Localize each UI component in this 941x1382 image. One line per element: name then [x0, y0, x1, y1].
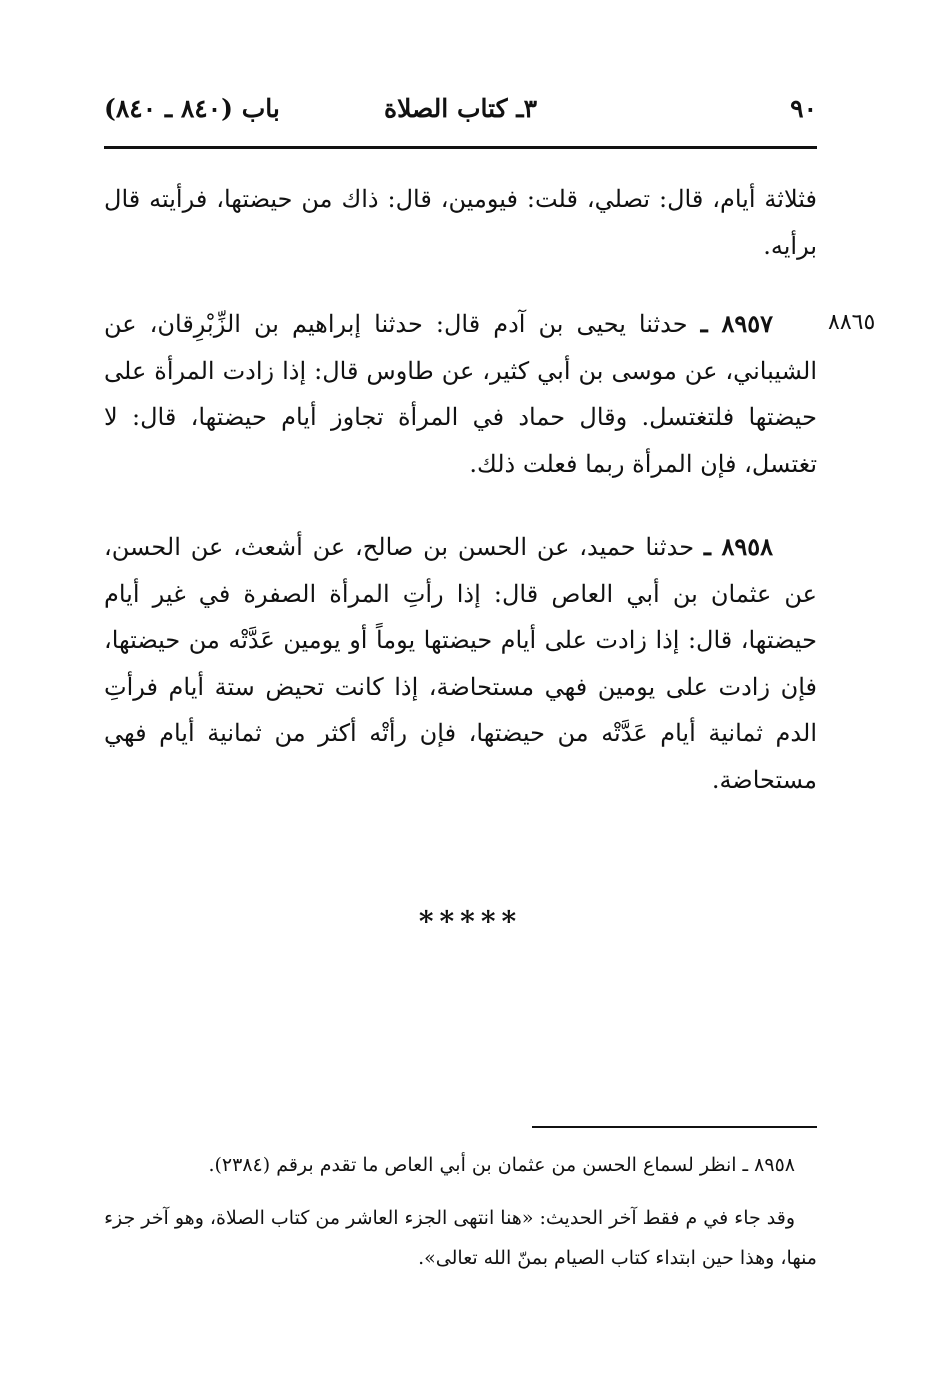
- paragraph-continuation: فثلاثة أيام، قال: تصلي، قلت: فيومين، قال: ذاك من حيضتها، فرأيته قال برأيه.: [104, 185, 817, 260]
- hadith-text: حدثنا حميد، عن الحسن بن صالح، عن أشعث، عن الحسن، عن عثمان بن أبي العاص قال: إذا رأتِ المرأة الصفرة في غير أيام حيضتها، قال: إذا زادت على أيام حيضتها يوماً أو يومين عَدَّتْه من حيضتها، فإن زادت على يومين فهي مستحاضة، إذا كانت تحيض ستة أيام فرأتِ الدم ثمانية أيام عَدَّتْه من حيضتها، فإن رأتْه أكثر من ثمانية أيام فهي مستحاضة.: [104, 533, 817, 794]
- margin-number: ٨٨٦٥: [828, 310, 876, 335]
- hadith-8958: [104, 524, 817, 803]
- hadith-number: ٨٩٥٧ ـ: [700, 309, 774, 338]
- section-separator: *****: [418, 905, 523, 938]
- section-title: باب (٨٤٠ ـ ٨٤٠): [104, 94, 280, 123]
- footnote-1: ٨٩٥٨ ـ انظر لسماع الحسن من عثمان بن أبي العاص ما تقدم برقم (٢٣٨٤).: [208, 1154, 795, 1176]
- page-number: ٩٠: [790, 94, 817, 123]
- footnote-divider: [532, 1126, 817, 1128]
- hadith-number: ٨٩٥٨ ـ: [703, 532, 774, 561]
- hadith-text: حدثنا يحيى بن آدم قال: حدثنا إبراهيم بن الزِّبْرِقان، عن الشيباني، عن موسى بن أبي كثير، عن طاوس قال: إذا زادت المرأة على حيضتها فلتغتسل. وقال حماد في المرأة تجاوز أيام حيضتها، قال: لا تغتسل، فإن المرأة ربما فعلت ذلك.: [104, 310, 817, 478]
- header-divider: [104, 146, 817, 149]
- footnote-2: وقد جاء في م فقط آخر الحديث: «هنا انتهى الجزء العاشر من كتاب الصلاة، وهو آخر جزء منها، وهذا حين ابتداء كتاب الصيام بمنّ الله تعالى».: [104, 1207, 817, 1269]
- book-title: ٣ـ كتاب الصلاة: [383, 94, 538, 123]
- page-header: [104, 94, 817, 134]
- hadith-8957: [104, 301, 817, 487]
